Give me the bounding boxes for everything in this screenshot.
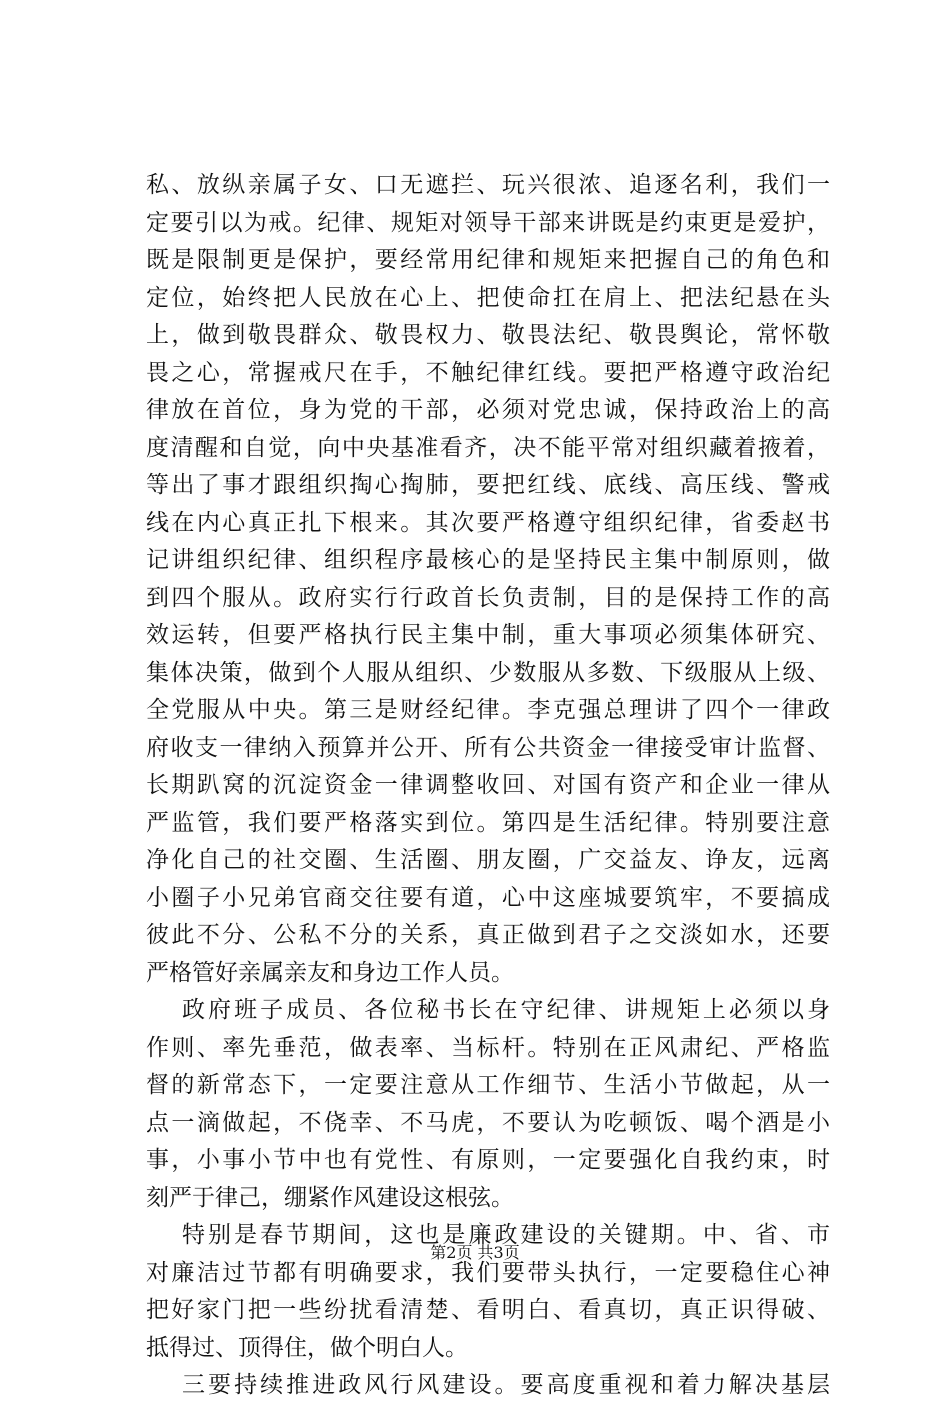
text-line: 记讲组织纪律、组织程序最核心的是坚持民主集中制原则，做 [146,547,830,573]
text-line: 特别是春节期间，这也是廉政建设的关键期。中、省、市 [182,1222,830,1248]
paragraph [146,992,830,1217]
text-line: 全党服从中央。第三是财经纪律。李克强总理讲了四个一律政 [146,697,830,723]
text-line: 事，小事小节中也有党性、有原则，一定要强化自我约束，时 [146,1147,830,1173]
text-line: 定要引以为戒。纪律、规矩对领导干部来讲既是约束更是爱护， [146,209,830,236]
text-line: 私、放纵亲属子女、口无遮拦、玩兴很浓、追逐名利，我们一 [146,172,830,198]
text-line: 严监管，我们要严格落实到位。第四是生活纪律。特别要注意 [146,809,830,836]
text-line: 既是限制更是保护，要经常用纪律和规矩来把握自己的角色和 [146,247,830,273]
text-line: 净化自己的社交圈、生活圈、朋友圈，广交益友、诤友，远离 [146,847,830,873]
paragraph [146,1217,830,1367]
text-line: 府收支一律纳入预算并公开、所有公共资金一律接受审计监督、 [146,734,830,761]
text-line: 等出了事才跟组织掏心掏肺，要把红线、底线、高压线、警戒 [146,472,830,498]
text-line: 长期趴窝的沉淀资金一律调整收回、对国有资产和企业一律从 [146,772,830,798]
text-line: 小圈子小兄弟官商交往要有道，心中这座城要筑牢，不要搞成 [146,884,830,911]
text-line: 律放在首位，身为党的干部，必须对党忠诚，保持政治上的高 [146,397,830,423]
text-line: 畏之心，常握戒尺在手，不触纪律红线。要把严格遵守政治纪 [146,359,830,386]
text-line: 把好家门把一些纷扰看清楚、看明白、看真切，真正识得破、 [146,1297,830,1323]
text-line: 到四个服从。政府实行行政首长负责制，目的是保持工作的高 [146,584,830,611]
text-line: 彼此不分、公私不分的关系，真正做到君子之交淡如水，还要 [146,922,830,948]
text-line: 定位，始终把人民放在心上、把使命扛在肩上、把法纪悬在头 [146,284,830,311]
text-line: 上，做到敬畏群众、敬畏权力、敬畏法纪、敬畏舆论，常怀敬 [146,322,830,348]
text-line: 集体决策，做到个人服从组织、少数服从多数、下级服从上级、 [146,659,830,686]
text-line: 三要持续推进政风行风建设。要高度重视和着力解决基层 [182,1372,830,1398]
text-line: 线在内心真正扎下根来。其次要严格遵守组织纪律，省委赵书 [146,509,830,536]
text-line: 作则、率先垂范，做表率、当标杆。特别在正风肃纪、严格监 [146,1034,830,1061]
text-line: 刻严于律己，绷紧作风建设这根弦。 [146,1184,514,1211]
paragraph [146,167,830,992]
document-body [146,167,830,1405]
text-line: 严格管好亲属亲友和身边工作人员。 [146,959,514,986]
text-line: 度清醒和自觉，向中央基准看齐，决不能平常对组织藏着掖着， [146,434,830,461]
text-line: 效运转，但要严格执行民主集中制，重大事项必须集体研究、 [146,622,830,648]
text-line: 督的新常态下，一定要注意从工作细节、生活小节做起，从一 [146,1072,830,1098]
text-line: 抵得过、顶得住，做个明白人。 [146,1334,468,1361]
text-line: 点一滴做起，不侥幸、不马虎，不要认为吃顿饭、喝个酒是小 [146,1109,830,1136]
text-line: 对廉洁过节都有明确要求，我们要带头执行，一定要稳住心神 [146,1259,830,1286]
text-line: 政府班子成员、各位秘书长在守纪律、讲规矩上必须以身 [182,997,830,1023]
paragraph [146,1367,830,1405]
page-footer: 第2页 共3页 [430,1243,520,1262]
